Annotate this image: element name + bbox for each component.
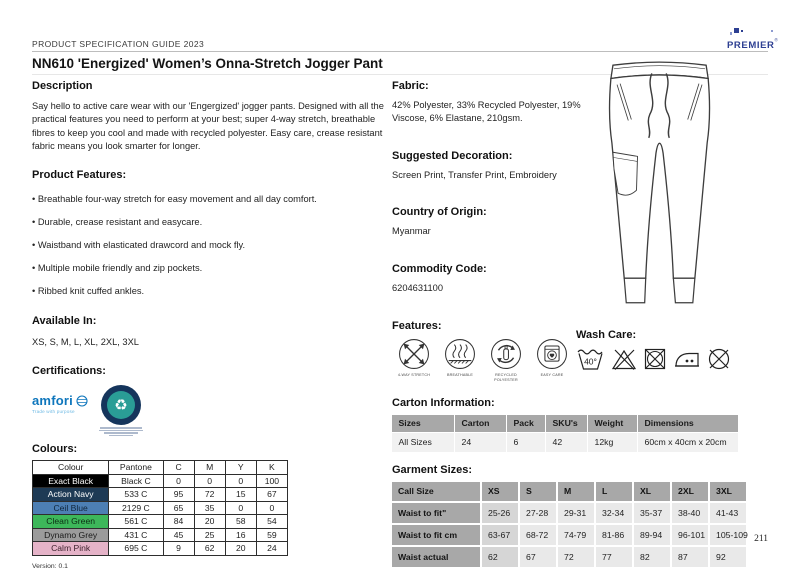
carton-value-cell: 12kg [588, 433, 637, 452]
carton-value-cell: 24 [455, 433, 506, 452]
premier-logo [727, 27, 777, 53]
carton-header-cell: Carton [455, 415, 506, 432]
colour-swatch-cell: Ceil Blue [33, 501, 109, 515]
carton-heading: Carton Information: [392, 396, 495, 409]
features-section [392, 320, 576, 382]
colour-value-cell: 62 [194, 542, 225, 556]
garment-header-cell: 3XL [710, 482, 746, 501]
colour-value-cell: 0 [256, 501, 287, 515]
garment-value-cell: 87 [672, 547, 708, 567]
origin-body: Myanmar [392, 226, 431, 237]
wash-care-heading: Wash Care: [576, 329, 637, 342]
colour-value-cell: 58 [225, 515, 256, 529]
colours-heading: Colours: [32, 443, 78, 456]
garment-value-cell: 27-28 [520, 503, 556, 523]
features-heading: Features: [392, 320, 442, 333]
feature-icon-label: 4-WAY STRETCH [397, 373, 431, 378]
colour-value-cell: 20 [225, 542, 256, 556]
garment-header-cell: XL [634, 482, 670, 501]
recycled-polyester-icon [489, 337, 523, 371]
recycle-icon: ♻ [107, 391, 135, 419]
colour-value-cell: 35 [194, 501, 225, 515]
easy-care-icon [535, 337, 569, 371]
feature-bullet: • Multiple mobile friendly and zip pockets. [32, 263, 386, 273]
colour-value-cell: 2129 C [109, 501, 163, 515]
carton-value-cell: All Sizes [392, 433, 454, 452]
colour-value-cell: 65 [163, 501, 194, 515]
feature-icon-item [392, 337, 436, 382]
colours-header-cell: M [194, 461, 225, 475]
colour-value-cell: 100 [256, 474, 287, 488]
commodity-body: 6204631100 [392, 282, 444, 293]
feature-icon-item [438, 337, 482, 382]
feature-icon-item [484, 337, 528, 382]
colour-value-cell: 695 C [109, 542, 163, 556]
carton-table [391, 414, 739, 453]
certification-logos [32, 385, 386, 439]
garment-value-cell: 62 [482, 547, 518, 567]
do-not-dry-clean-icon [706, 346, 732, 372]
garment-header-cell: S [520, 482, 556, 501]
colour-value-cell: 72 [194, 488, 225, 502]
colour-value-cell: 15 [225, 488, 256, 502]
garment-header-cell: XS [482, 482, 518, 501]
colour-value-cell: 20 [194, 515, 225, 529]
garment-value-cell: 96-101 [672, 525, 708, 545]
colour-swatch-cell: Action Navy [33, 488, 109, 502]
colour-row [33, 474, 288, 488]
garment-value-cell: 67 [520, 547, 556, 567]
colour-value-cell: 24 [256, 542, 287, 556]
product-features-heading: Product Features: [32, 168, 127, 181]
fabric-body: 42% Polyester, 33% Recycled Polyester, 19% Viscose, 6% Elastane, 210gsm. [392, 100, 581, 124]
recycled-blended-badge [98, 385, 144, 436]
garment-size-row [392, 503, 746, 523]
available-in-heading: Available In: [32, 314, 97, 327]
do-not-bleach-icon [611, 346, 637, 372]
origin-heading: Country of Origin: [392, 206, 487, 219]
garment-row-label: Waist to fit" [392, 503, 480, 523]
garment-value-cell: 29-31 [558, 503, 594, 523]
colour-value-cell: 25 [194, 528, 225, 542]
feature-bullet: • Durable, crease resistant and easycare. [32, 217, 386, 227]
feature-bullet: • Ribbed knit cuffed ankles. [32, 286, 386, 296]
colour-value-cell: 67 [256, 488, 287, 502]
amfori-logo [32, 385, 94, 414]
garment-value-cell: 63-67 [482, 525, 518, 545]
colour-value-cell: 0 [225, 501, 256, 515]
garment-value-cell: 41-43 [710, 503, 746, 523]
garment-header-cell: L [596, 482, 632, 501]
colour-value-cell: 45 [163, 528, 194, 542]
svg-text:40°: 40° [584, 356, 597, 367]
carton-row [392, 433, 738, 452]
feature-icon-label: BREATHABLE [446, 373, 474, 378]
feature-bullet: • Waistband with elasticated drawcord and mock fly. [32, 240, 386, 250]
colour-swatch-cell: Exact Black [33, 474, 109, 488]
carton-header-cell: Weight [588, 415, 637, 432]
left-column [32, 80, 386, 570]
premier-logo-text: PREMIER [727, 40, 775, 51]
version-label: Version: 0.1 [32, 562, 68, 570]
carton-header-cell: Sizes [392, 415, 454, 432]
garment-header-cell: Call Size [392, 482, 480, 501]
colours-header-cell: C [163, 461, 194, 475]
garment-row-label: Waist to fit cm [392, 525, 480, 545]
garment-value-cell: 77 [596, 547, 632, 567]
registered-mark: ® [774, 37, 778, 43]
colours-header-cell: Y [225, 461, 256, 475]
colour-value-cell: 16 [225, 528, 256, 542]
breathable-icon [443, 337, 477, 371]
garment-sizes-heading: Garment Sizes: [392, 463, 473, 476]
colour-value-cell: 59 [256, 528, 287, 542]
carton-header-cell: Dimensions [638, 415, 738, 432]
garment-header-cell: 2XL [672, 482, 708, 501]
garment-header-cell: M [558, 482, 594, 501]
colour-row [33, 488, 288, 502]
fabric-heading: Fabric: [392, 80, 429, 92]
carton-value-cell: 6 [507, 433, 545, 452]
colour-value-cell: 0 [163, 474, 194, 488]
commodity-heading: Commodity Code: [392, 262, 487, 275]
colour-swatch-cell: Clean Green [33, 515, 109, 529]
colours-header-cell: Pantone [109, 461, 163, 475]
guide-title: PRODUCT SPECIFICATION GUIDE 2023 [32, 39, 205, 49]
feature-icon-item [530, 337, 574, 382]
garment-value-cell: 89-94 [634, 525, 670, 545]
garment-value-cell: 32-34 [596, 503, 632, 523]
garment-value-cell: 82 [634, 547, 670, 567]
garment-value-cell: 74-79 [558, 525, 594, 545]
colour-value-cell: 54 [256, 515, 287, 529]
description-heading: Description [32, 80, 93, 92]
description-body: Say hello to active care wear with our 'Engergized' jogger pants. Designed with all the practical features you need to perform at your best; super 4-way stretch, breathable fibres to keep you cool and made with recycled polyester. Easy care, crease resistant fabric means you look smarter for longer. [32, 101, 384, 152]
colours-header-cell: K [256, 461, 287, 475]
recycled-badge-ring [101, 385, 141, 425]
colour-value-cell: 0 [225, 474, 256, 488]
colour-value-cell: 431 C [109, 528, 163, 542]
amfori-globe-icon [76, 395, 88, 407]
available-sizes: XS, S, M, L, XL, 2XL, 3XL [32, 336, 139, 347]
product-features-list [32, 194, 386, 296]
decoration-body: Screen Print, Transfer Print, Embroidery [392, 169, 557, 180]
garment-value-cell: 35-37 [634, 503, 670, 523]
wash-40-icon [576, 346, 606, 372]
carton-value-cell: 60cm x 40cm x 20cm [638, 433, 738, 452]
garment-value-cell: 105-109 [710, 525, 746, 545]
garment-row-label: Waist actual [392, 547, 480, 567]
garment-sizes-table [390, 480, 748, 569]
certifications-heading: Certifications: [32, 365, 106, 378]
page-title: NN610 'Energized' Women’s Onna-Stretch Jogger Pant [32, 56, 383, 71]
decoration-heading: Suggested Decoration: [392, 149, 513, 162]
colour-value-cell: 9 [163, 542, 194, 556]
colour-value-cell: Black C [109, 474, 163, 488]
colour-value-cell: 533 C [109, 488, 163, 502]
garment-value-cell: 25-26 [482, 503, 518, 523]
colour-value-cell: 0 [194, 474, 225, 488]
do-not-tumble-dry-icon [642, 346, 668, 372]
wash-care-section [576, 329, 737, 382]
garment-value-cell: 81-86 [596, 525, 632, 545]
feature-bullet: • Breathable four-way stretch for easy movement and all day comfort. [32, 194, 386, 204]
colour-swatch-cell: Dynamo Grey [33, 528, 109, 542]
feature-icon-label: RECYCLED POLYESTER [494, 373, 518, 382]
amfori-tagline: Trade with purpose [32, 409, 75, 415]
colour-swatch-cell: Calm Pink [33, 542, 109, 556]
four-way-stretch-icon [397, 337, 431, 371]
iron-two-dots-icon [673, 346, 701, 372]
colour-value-cell: 561 C [109, 515, 163, 529]
amfori-logo-text: amfori [32, 393, 73, 409]
garment-value-cell: 92 [710, 547, 746, 567]
header-divider [32, 51, 768, 52]
colour-row [33, 515, 288, 529]
colour-row [33, 501, 288, 515]
premier-logo-squares-icon [727, 27, 777, 35]
garment-size-row [392, 547, 746, 567]
jogger-pant-illustration [585, 56, 731, 312]
colour-value-cell: 95 [163, 488, 194, 502]
carton-header-cell: SKU's [546, 415, 587, 432]
carton-value-cell: 42 [546, 433, 587, 452]
page-number: 211 [754, 534, 768, 544]
colour-value-cell: 84 [163, 515, 194, 529]
colours-header-cell: Colour [33, 461, 109, 475]
badge-fine-print [98, 427, 144, 436]
garment-value-cell: 38-40 [672, 503, 708, 523]
feature-icon-label: EASY CARE [540, 373, 564, 378]
carton-header-cell: Pack [507, 415, 545, 432]
garment-value-cell: 68-72 [520, 525, 556, 545]
garment-value-cell: 72 [558, 547, 594, 567]
